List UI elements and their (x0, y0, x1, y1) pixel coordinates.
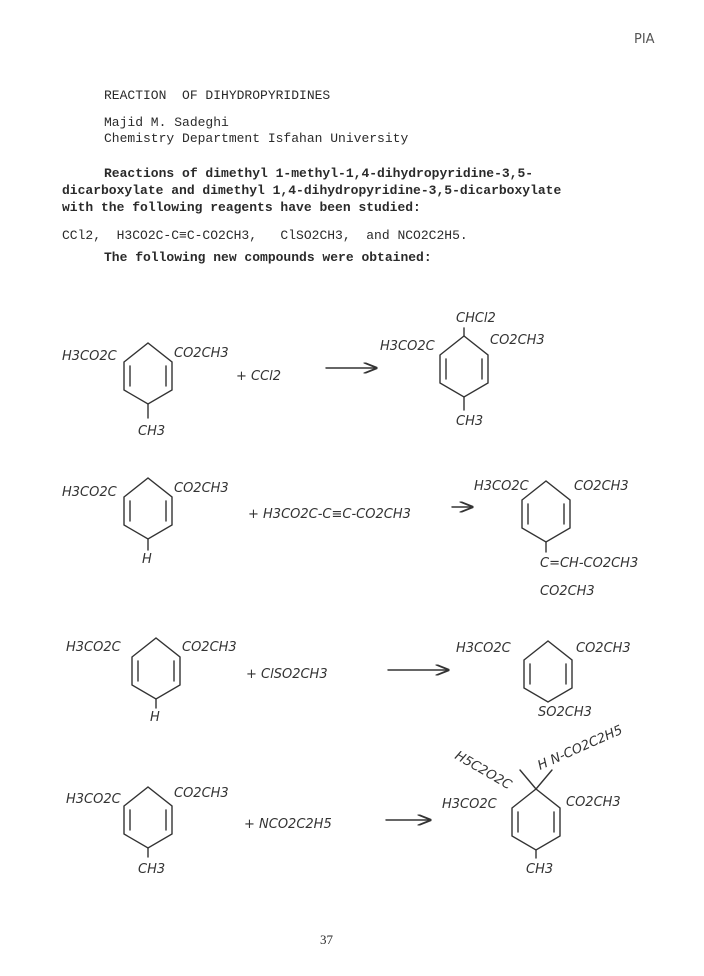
reaction-4-product-ring (512, 770, 560, 858)
reaction-3-reactant-left: H3CO2C (66, 640, 121, 655)
reaction-4-reactant-left: H3CO2C (66, 792, 121, 807)
reaction-3-product-left: H3CO2C (456, 641, 511, 656)
reagents-line: CCl2, H3CO2C-C≡C-CO2CH3, ClSO2CH3, and NCO2C2H5. (62, 228, 468, 243)
reaction-2-reactant-n-sub: H (142, 552, 152, 567)
reaction-1-product-left: H3CO2C (380, 339, 435, 354)
reaction-2-product-right: CO2CH3 (574, 479, 629, 494)
reaction-4-product-n-sub: CH3 (526, 862, 554, 877)
reaction-2-reactant-left: H3CO2C (62, 485, 117, 500)
reaction-2-product-ring (522, 481, 570, 552)
reaction-1-reagent: + CCl2 (236, 369, 282, 384)
author-name: Majid M. Sadeghi (104, 115, 229, 130)
reaction-1-product-n-sub: CH3 (456, 414, 484, 429)
reaction-4-product-right: CO2CH3 (566, 795, 621, 810)
reaction-4-reactant-n-sub: CH3 (138, 862, 166, 877)
reaction-2-product-n-sub-2: CO2CH3 (540, 584, 595, 599)
abstract-line-1: Reactions of dimethyl 1-methyl-1,4-dihydropyridine-3,5- (104, 166, 534, 181)
reaction-4-product-top-left: H5C2O2C (452, 748, 515, 793)
reaction-4-product-left: H3CO2C (442, 797, 497, 812)
reaction-2-product-n-sub-1: C=CH-CO2CH3 (540, 556, 639, 571)
reaction-1-reactant-ring (124, 343, 172, 418)
abstract-line-2: dicarboxylate and dimethyl 1,4-dihydropyridine-3,5-dicarboxylate (62, 183, 562, 198)
reaction-2 (62, 478, 638, 599)
affiliation: Chemistry Department Isfahan University (104, 131, 409, 146)
reaction-2-reactant-ring (124, 478, 172, 550)
reaction-2-reagent: + H3CO2C-C≡C-CO2CH3 (248, 507, 411, 522)
corner-mark: PIA (634, 32, 655, 47)
reaction-3-reactant-ring (132, 638, 180, 708)
abstract-line-3: with the following reagents have been studied: (62, 200, 421, 215)
obtained-line: The following new compounds were obtained: (104, 250, 432, 265)
article-title: REACTION OF DIHYDROPYRIDINES (104, 88, 331, 103)
reaction-3-product-n-sub: SO2CH3 (538, 705, 592, 720)
reaction-4-reactant-ring (124, 787, 172, 857)
reaction-4 (66, 723, 625, 877)
reaction-4-product-top-right: H N-CO2C2H5 (535, 722, 626, 774)
reaction-3-reagent: + ClSO2CH3 (246, 667, 328, 682)
reaction-1-reactant-right: CO2CH3 (174, 346, 229, 361)
reaction-3-reactant-n-sub: H (150, 710, 160, 725)
reaction-1-product-ring (440, 328, 488, 410)
reaction-3-product-ring (524, 641, 572, 702)
page-number: 37 (320, 932, 333, 947)
reaction-3-reactant-right: CO2CH3 (182, 640, 237, 655)
reaction-1-reactant-n-sub: CH3 (138, 424, 166, 439)
reaction-2-reactant-right: CO2CH3 (174, 481, 229, 496)
reaction-4-reactant-right: CO2CH3 (174, 786, 229, 801)
reaction-1-product-top: CHCl2 (456, 311, 496, 326)
reaction-1 (62, 311, 545, 439)
reaction-1-reactant-left: H3CO2C (62, 349, 117, 364)
reaction-3 (66, 638, 631, 725)
reaction-2-product-left: H3CO2C (474, 479, 529, 494)
reaction-3-product-right: CO2CH3 (576, 641, 631, 656)
reaction-4-reagent: + NCO2C2H5 (244, 817, 332, 832)
reaction-1-product-right: CO2CH3 (490, 333, 545, 348)
